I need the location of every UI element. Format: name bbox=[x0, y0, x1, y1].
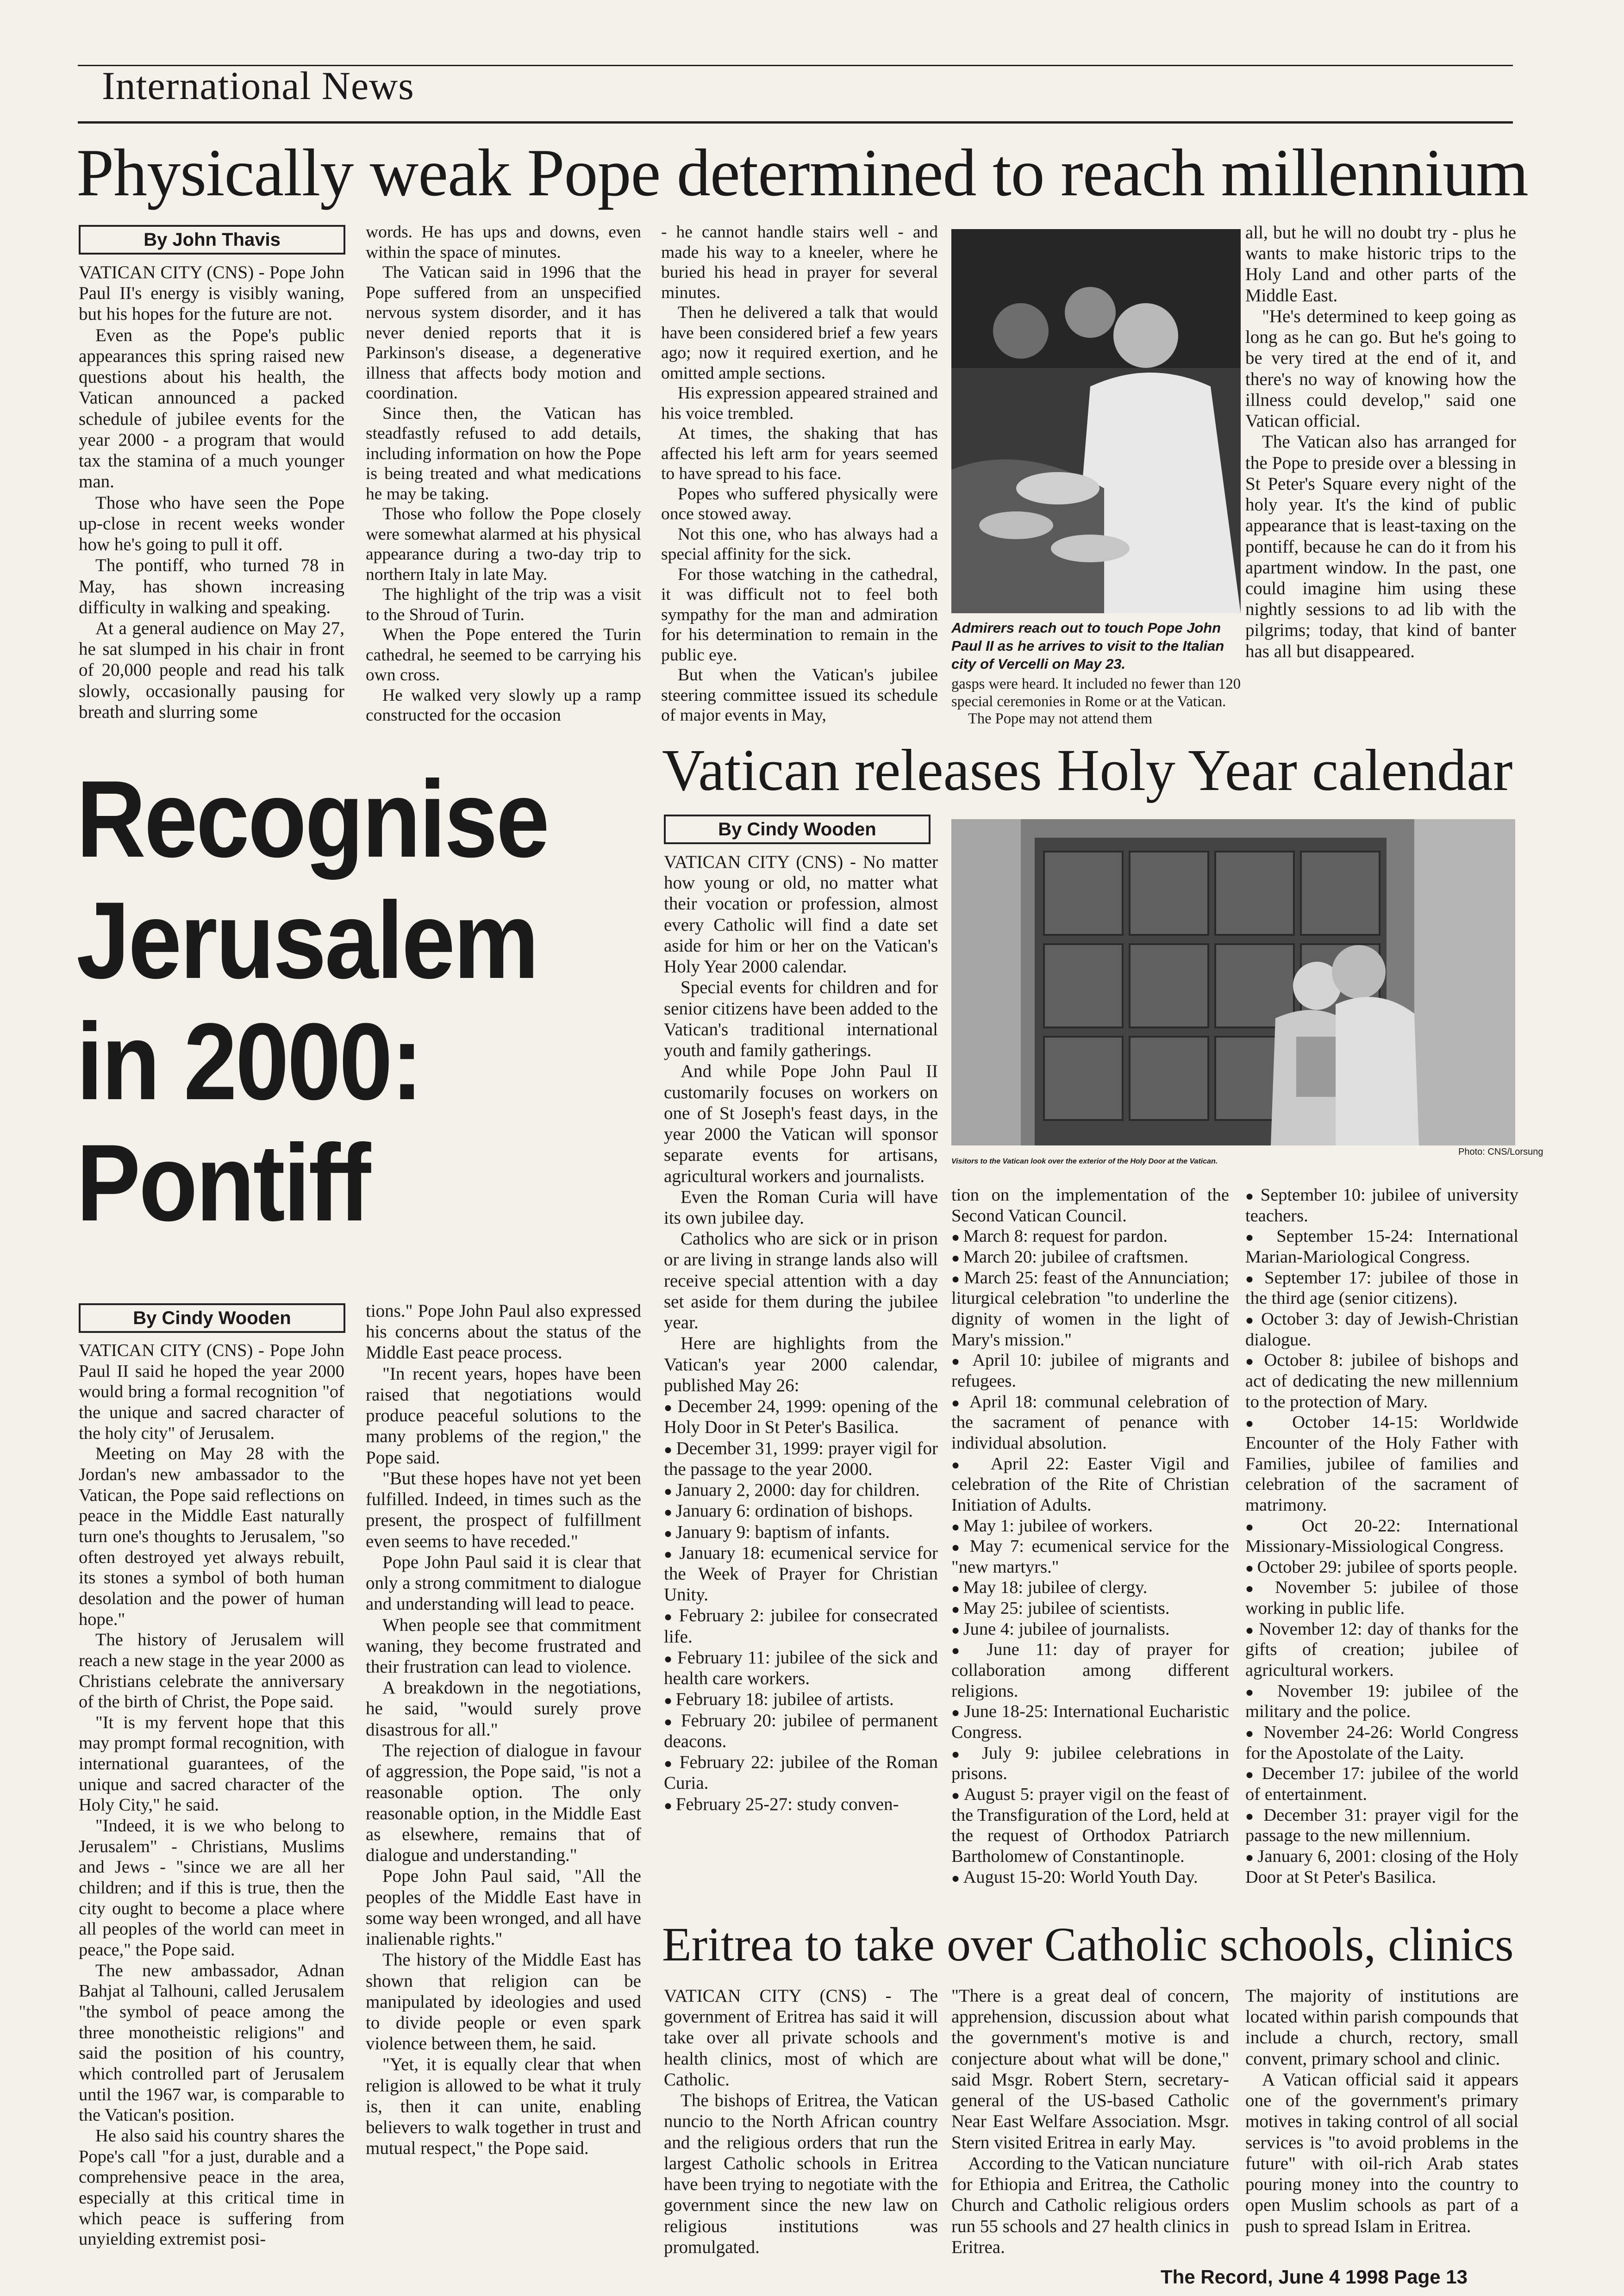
paragraph: Not this one, who has always had a special affinity for the sick. bbox=[661, 524, 938, 564]
paragraph: For those watching in the cathedral, it was difficult not to feel both sympathy for the man and admiration for his determination to remain in the public eye. bbox=[661, 565, 938, 665]
calendar-item: ● January 18: ecumenical service for the Week of Prayer for Christian Unity. bbox=[664, 1543, 938, 1605]
section-label: International News bbox=[102, 63, 414, 108]
calendar-item: ● November 5: jubilee of those working in public life. bbox=[1245, 1577, 1518, 1618]
pope-byline: By John Thavis bbox=[79, 225, 345, 255]
calendar-item: ● January 6, 2001: closing of the Holy Door at St Peter's Basilica. bbox=[1245, 1846, 1518, 1887]
paragraph: His expression appeared strained and his voice trembled. bbox=[661, 384, 938, 423]
paragraph: Special events for children and for senior citizens have been added to the Vatican's traditional international youth and family gatherings. bbox=[664, 977, 938, 1061]
paragraph: "In recent years, hopes have been raised that negotiations would produce peaceful solutions to the many problems of the region," the Pope said. bbox=[366, 1363, 641, 1468]
calendar-item: ● January 2, 2000: day for children. bbox=[664, 1480, 938, 1500]
calendar-item: ● May 18: jubilee of clergy. bbox=[951, 1577, 1229, 1598]
calendar-item: ● August 5: prayer vigil on the feast of the Transfiguration of the Lord, held at the request of Orthodox Patriarch Bartholomew of Constantinople. bbox=[951, 1784, 1229, 1867]
paragraph: Then he delivered a talk that would have been considered brief a few years ago; now it required exertion, and he omitted ample sections. bbox=[661, 303, 938, 383]
calendar-item: ● August 15-20: World Youth Day. bbox=[951, 1867, 1229, 1888]
calendar-item: ● February 18: jubilee of artists. bbox=[664, 1689, 938, 1710]
calendar-item: ● December 31: prayer vigil for the passage to the new millennium. bbox=[1245, 1805, 1518, 1846]
holy-door-photo-caption: Visitors to the Vatican look over the exterior of the Holy Door at the Vatican. bbox=[951, 1157, 1218, 1165]
calendar-item: ● April 22: Easter Vigil and celebration of the Rite of Christian Initiation of Adults. bbox=[951, 1454, 1229, 1516]
holy-door-photo-image bbox=[951, 819, 1515, 1145]
calendar-items-3 bbox=[1245, 1185, 1518, 1887]
calendar-item: ● October 3: day of Jewish-Christian dialogue. bbox=[1245, 1309, 1518, 1350]
paragraph: Here are highlights from the Vatican's year 2000 calendar, published May 26: bbox=[664, 1333, 938, 1395]
paragraph: VATICAN CITY (CNS) - No matter how young or old, no matter what their vocation or profession, almost every Catholic will find a date set aside for him or her on the Vatican's Holy Year 2000 calendar. bbox=[664, 852, 938, 977]
calendar-item: ● November 24-26: World Congress for the Apostolate of the Laity. bbox=[1245, 1722, 1518, 1763]
paragraph: Popes who suffered physically were once stowed away. bbox=[661, 484, 938, 523]
pope-col-4 bbox=[951, 676, 1241, 731]
paragraph: all, but he will no doubt try - plus he wants to make historic trips to the Holy Land and other parts of the Middle East. bbox=[1245, 223, 1516, 305]
paragraph: At times, the shaking that has affected his left arm for years seemed to have spread to his face. bbox=[661, 424, 938, 483]
paragraph: The history of the Middle East has shown that religion can be manipulated by ideologies and used to divide people or even spark violence between them, he said. bbox=[366, 1950, 641, 2054]
paragraph: The highlight of the trip was a visit to the Shroud of Turin. bbox=[366, 585, 641, 624]
calendar-item: ● September 10: jubilee of university teachers. bbox=[1245, 1185, 1518, 1226]
paragraph: He also said his country shares the Pope's call "for a just, durable and a comprehensive peace in the area, especially at this critical time in which peace is suffering from unyielding extremist posi- bbox=[79, 2126, 344, 2249]
paragraph: Since then, the Vatican has steadfastly refused to add details, including information on how the Pope is being treated and what medications he may be taking. bbox=[366, 404, 641, 504]
paragraph: A Vatican official said it appears one of the government's primary motives in taking control of all social services is "to avoid problems in the future" with oil-rich Arab states pouring money into the country to open Muslim schools as part of a push to spread Islam in Eritrea. bbox=[1245, 2069, 1518, 2236]
page-footer: The Record, June 4 1998 Page 13 bbox=[1161, 2266, 1468, 2288]
paragraph: The new ambassador, Adnan Bahjat al Talhouni, called Jerusalem "the symbol of peace among the three monotheistic religions" and said the position of his country, which controlled part of Jerusalem until the 1967 war, is comparable to the Vatican's position. bbox=[79, 1960, 344, 2125]
paragraph: And while Pope John Paul II customarily focuses on workers on one of St Joseph's feast days, in the year 2000 the Vatican will sponsor separate events for artisans, agricultural workers and journalists. bbox=[664, 1061, 938, 1186]
paragraph: "Indeed, it is we who belong to Jerusalem" - Christians, Muslims and Jews - "since we are all her children; and if this is true, then the city ought to become a place where all peoples of the world can meet in peace," the Pope said. bbox=[79, 1816, 344, 1960]
paragraph: Pope John Paul said, "All the peoples of the Middle East have in some way been wronged, and all have inalienable rights." bbox=[366, 1866, 641, 1949]
paragraph: Even the Roman Curia will have its own jubilee day. bbox=[664, 1187, 938, 1228]
paragraph: Catholics who are sick or in prison or are living in strange lands also will receive special attention with a day set aside for them during the jubilee year. bbox=[664, 1229, 938, 1333]
calendar-item: ● March 20: jubilee of craftsmen. bbox=[951, 1247, 1229, 1268]
calendar-item: ● October 14-15: Worldwide Encounter of the Holy Father with Families, jubilee of families and celebration of the sacrament of matrimony. bbox=[1245, 1412, 1518, 1515]
calendar-item: ● November 19: jubilee of the military and the police. bbox=[1245, 1681, 1518, 1722]
paragraph: According to the Vatican nunciature for Ethiopia and Eritrea, the Catholic Church and Catholic religious orders run 55 schools and 27 health clinics in Eritrea. bbox=[951, 2153, 1229, 2257]
paragraph: "It is my fervent hope that this may prompt formal recognition, with international guarantees, of the unique and sacred character of the Holy City," he said. bbox=[79, 1712, 344, 1815]
jerusalem-headline-line-4: Pontiff bbox=[76, 1121, 369, 1244]
paragraph: Pope John Paul said it is clear that only a strong commitment to dialogue and understanding will lead to peace. bbox=[366, 1552, 641, 1614]
calendar-item: ● February 2: jubilee for consecrated life. bbox=[664, 1605, 938, 1647]
calendar-item: ● June 4: jubilee of journalists. bbox=[951, 1619, 1229, 1640]
paragraph: But when the Vatican's jubilee steering committee issued its schedule of major events in May, bbox=[661, 666, 938, 725]
calendar-item: ● February 20: jubilee of permanent deacons. bbox=[664, 1710, 938, 1752]
jerusalem-col-1 bbox=[79, 1340, 344, 2252]
jerusalem-col-2 bbox=[366, 1300, 641, 2254]
paragraph: Even as the Pope's public appearances this spring raised new questions about his health, the Vatican announced a packed schedule of jubilee events for the year 2000 - a program that would tax the stamina of a much younger man. bbox=[79, 325, 344, 492]
calendar-headline: Vatican releases Holy Year calendar bbox=[662, 737, 1513, 803]
paragraph: The Vatican also has arranged for the Pope to preside over a blessing in St Peter's Square every night of the holy year. It's the kind of public appearance that is least-taxing on the pontiff, because he can do it from his apartment window. In the past, one could imagine him using these nightly sessions to ad lib with the pilgrims; today, that kind of banter has all but disappeared. bbox=[1245, 432, 1516, 661]
calendar-item: ● June 18-25: International Eucharistic Congress. bbox=[951, 1701, 1229, 1742]
paragraph: The history of Jerusalem will reach a new stage in the year 2000 as Christians celebrate the anniversary of the birth of Christ, the Pope said. bbox=[79, 1630, 344, 1712]
paragraph: Meeting on May 28 with the Jordan's new ambassador to the Vatican, the Pope said reflections on peace in the Middle East naturally turn one's thoughts to Jerusalem, "so often destroyed yet always rebuilt, its stones a symbol of both human desolation and the power of human hope." bbox=[79, 1444, 344, 1629]
calendar-item: ● September 17: jubilee of those in the third age (senior citizens). bbox=[1245, 1268, 1518, 1309]
paragraph: VATICAN CITY (CNS) - Pope John Paul II said he hoped the year 2000 would bring a formal recognition "of the unique and sacred character of the holy city" of Jerusalem. bbox=[79, 1341, 344, 1443]
calendar-item: ● January 6: ordination of bishops. bbox=[664, 1500, 938, 1521]
calendar-items-2 bbox=[951, 1226, 1229, 1887]
pope-photo-caption: Admirers reach out to touch Pope John Paul II as he arrives to visit to the Italian city of Vercelli on May 23. bbox=[951, 620, 1224, 672]
holy-door-photo bbox=[951, 819, 1515, 1145]
paragraph: gasps were heard. It included no fewer than 120 special ceremonies in Rome or at the Vatican. bbox=[951, 676, 1241, 710]
paragraph: tions." Pope John Paul also expressed his concerns about the status of the Middle East peace process. bbox=[366, 1301, 641, 1363]
calendar-col-3 bbox=[1245, 1185, 1518, 1911]
paragraph: The Pope may not attend them bbox=[968, 710, 1153, 728]
jerusalem-headline-line-2: Jerusalem bbox=[76, 879, 537, 1002]
jerusalem-headline bbox=[76, 759, 581, 1244]
paragraph: "He's determined to keep going as long as he can go. But he's going to be very tired at the end of it, and there's no way of knowing how the illness could develop," said one Vatican official. bbox=[1245, 306, 1516, 431]
paragraph: A breakdown in the negotiations, he said, "would surely prove disastrous for all." bbox=[366, 1678, 641, 1740]
paragraph: words. He has ups and downs, even within the space of minutes. bbox=[366, 223, 641, 262]
paragraph: He walked very slowly up a ramp constructed for the occasion bbox=[366, 685, 641, 725]
eritrea-headline: Eritrea to take over Catholic schools, clinics bbox=[662, 1918, 1514, 1971]
eritrea-col-3 bbox=[1245, 1985, 1518, 2263]
paragraph: Those who follow the Pope closely were somewhat alarmed at his physical appearance during a two-day trip to northern Italy in late May. bbox=[366, 504, 641, 584]
calendar-item: ● December 17: jubilee of the world of entertainment. bbox=[1245, 1763, 1518, 1804]
calendar-item: ● November 12: day of thanks for the gifts of creation; jubilee of agricultural workers. bbox=[1245, 1619, 1518, 1681]
calendar-intro bbox=[664, 852, 938, 1396]
jerusalem-byline: By Cindy Wooden bbox=[79, 1303, 345, 1333]
pope-photo bbox=[951, 229, 1241, 613]
paragraph: The majority of institutions are located within parish compounds that include a church, rectory, small convent, primary school and clinic. bbox=[1245, 1986, 1518, 2069]
paragraph: The pontiff, who turned 78 in May, has shown increasing difficulty in walking and speaking. bbox=[79, 555, 344, 617]
calendar-item: ● Oct 20-22: International Missionary-Missiological Congress. bbox=[1245, 1516, 1518, 1557]
paragraph: Those who have seen the Pope up-close in recent weeks wonder how he's going to pull it off. bbox=[79, 492, 344, 555]
calendar-item: ● May 7: ecumenical service for the "new martyrs." bbox=[951, 1536, 1229, 1577]
calendar-byline: By Cindy Wooden bbox=[664, 815, 931, 844]
paragraph: At a general audience on May 27, he sat slumped in his chair in front of 20,000 people and read his talk slowly, occasionally pausing for breath and slurring some bbox=[79, 618, 344, 722]
paragraph: "Yet, it is equally clear that when religion is allowed to be what it truly is, then it can unite, enabling believers to walk together in trust and mutual respect," the Pope said. bbox=[366, 2054, 641, 2159]
calendar-col-1 bbox=[664, 852, 938, 1911]
calendar-item: ● May 1: jubilee of workers. bbox=[951, 1516, 1229, 1537]
paragraph: When people see that commitment waning, they become frustrated and their frustration can lead to violence. bbox=[366, 1615, 641, 1677]
pope-col-1 bbox=[79, 262, 344, 729]
calendar-item: ● October 8: jubilee of bishops and act of dedicating the new millennium to the protection of Mary. bbox=[1245, 1350, 1518, 1412]
calendar-item: ● September 15-24: International Marian-Mariological Congress. bbox=[1245, 1226, 1518, 1267]
calendar-item: ● March 8: request for pardon. bbox=[951, 1226, 1229, 1247]
calendar-col-2 bbox=[951, 1185, 1229, 1911]
calendar-item: ● December 31, 1999: prayer vigil for the passage to the year 2000. bbox=[664, 1438, 938, 1480]
calendar-item: ● December 24, 1999: opening of the Holy Door in St Peter's Basilica. bbox=[664, 1396, 938, 1437]
eritrea-col-2 bbox=[951, 1985, 1229, 2263]
calendar-item: ● June 11: day of prayer for collaboration among different religions. bbox=[951, 1639, 1229, 1701]
pope-col-2 bbox=[366, 222, 641, 731]
calendar-item: ● February 11: jubilee of the sick and health care workers. bbox=[664, 1647, 938, 1689]
pope-photo-image bbox=[951, 229, 1241, 613]
paragraph: When the Pope entered the Turin cathedral, he seemed to be carrying his own cross. bbox=[366, 625, 641, 684]
paragraph: The Vatican said in 1996 that the Pope suffered from an unspecified nervous system disorder, and it has never denied reports that it is Parkinson's disease, a degenerative illness that affects body motion and coordination. bbox=[366, 263, 641, 403]
eritrea-col-1 bbox=[664, 1985, 938, 2263]
paragraph: VATICAN CITY (CNS) - Pope John Paul II's energy is visibly waning, but his hopes for the future are not. bbox=[79, 262, 344, 324]
holy-door-photo-credit: Photo: CNS/Lorsung bbox=[1458, 1147, 1543, 1157]
jerusalem-headline-line-1: Recognise bbox=[76, 758, 548, 880]
paragraph: The rejection of dialogue in favour of aggression, the Pope said, "is not a reasonable option. The only reasonable option, in the Middle East as elsewhere, remains that of dialogue and understanding." bbox=[366, 1740, 641, 1866]
calendar-item: ● March 25: feast of the Annunciation; liturgical celebration "to underline the dignity of women in the light of Mary's mission." bbox=[951, 1268, 1229, 1350]
paragraph: "But these hopes have not yet been fulfilled. Indeed, in times such as the present, the prospect of fulfillment even seems to have receded." bbox=[366, 1468, 641, 1551]
calendar-item: ● April 10: jubilee of migrants and refugees. bbox=[951, 1350, 1229, 1391]
calendar-item: ● October 29: jubilee of sports people. bbox=[1245, 1557, 1518, 1578]
paragraph: "There is a great deal of concern, apprehension, discussion about what the government's motive is and conjecture about what will be done," said Msgr. Robert Stern, secretary-general of the US-based Catholic Near East Welfare Association. Msgr. Stern visited Eritrea in early May. bbox=[951, 1986, 1229, 2153]
calendar-items-1 bbox=[664, 1396, 938, 1815]
calendar-item: ● January 9: baptism of infants. bbox=[664, 1522, 938, 1543]
pope-col-5 bbox=[1245, 222, 1516, 731]
calendar-item: ● February 22: jubilee of the Roman Curia. bbox=[664, 1752, 938, 1793]
paragraph: - he cannot handle stairs well - and made his way to a kneeler, where he buried his head in prayer for several minutes. bbox=[661, 223, 938, 302]
jerusalem-headline-line-3: in 2000: bbox=[76, 1000, 422, 1123]
paragraph: VATICAN CITY (CNS) - The government of Eritrea has said it will take over all private schools and health clinics, most of which are Catholic. bbox=[664, 1986, 938, 2090]
calendar-item: ● July 9: jubilee celebrations in prisons. bbox=[951, 1743, 1229, 1784]
paragraph: The bishops of Eritrea, the Vatican nuncio to the North African country and the religious orders that run the largest Catholic schools in Eritrea have been trying to negotiate with the government since the new law on religious institutions was promulgated. bbox=[664, 2091, 938, 2257]
calendar-item: ● April 18: communal celebration of the sacrament of penance with individual absolution. bbox=[951, 1392, 1229, 1454]
header-rule bbox=[78, 121, 1513, 124]
calendar-item: ● May 25: jubilee of scientists. bbox=[951, 1598, 1229, 1619]
pope-col-3 bbox=[661, 222, 938, 731]
calendar-item: ● February 25-27: study conven- bbox=[664, 1794, 938, 1815]
calendar-col-2-lead: tion on the implementation of the Second Vatican Council. bbox=[951, 1185, 1229, 1226]
pope-headline: Physically weak Pope determined to reach millennium bbox=[76, 135, 1528, 210]
